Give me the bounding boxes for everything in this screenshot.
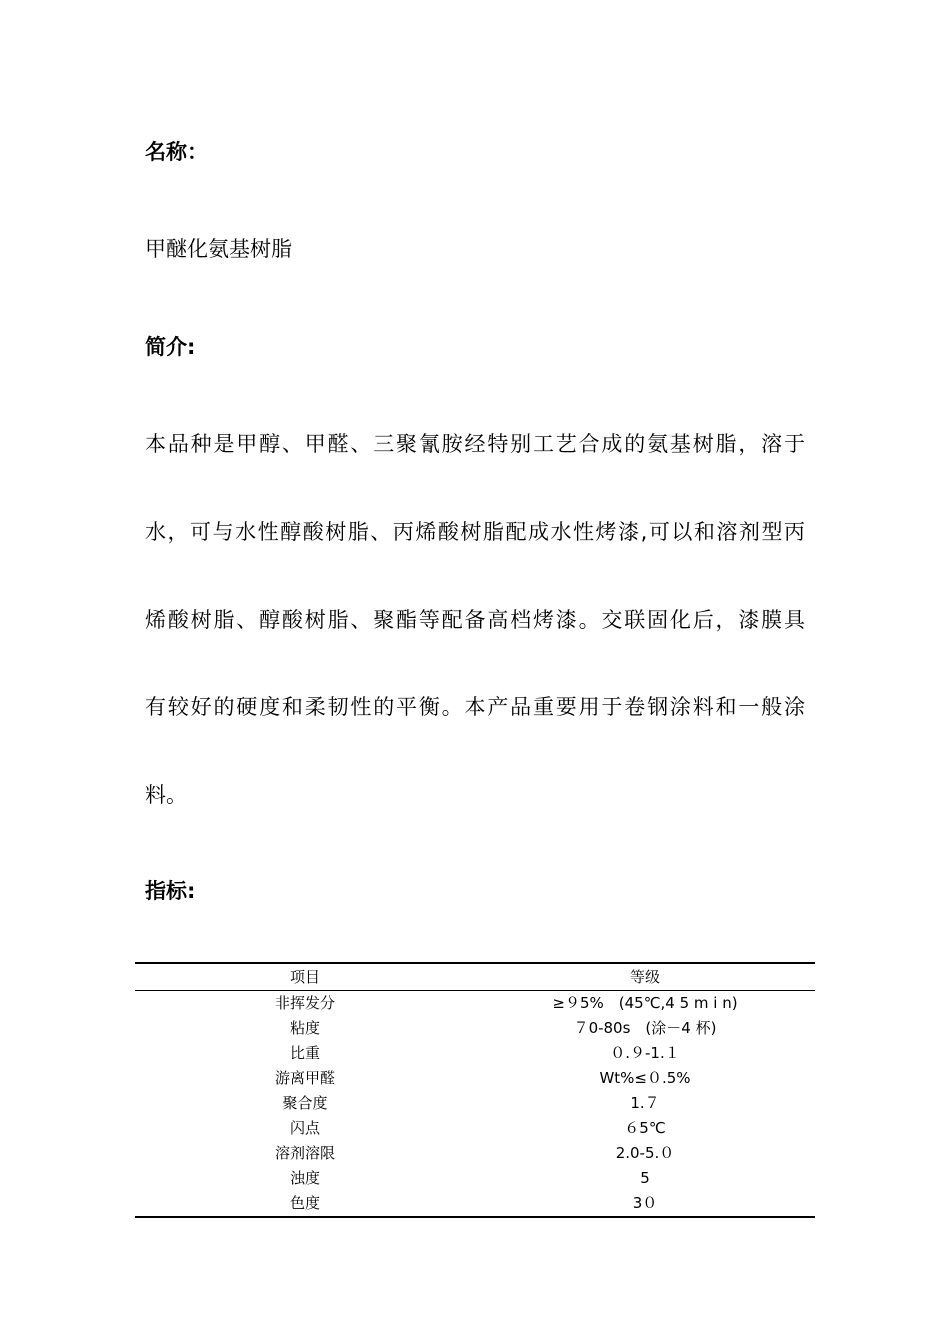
intro-line-4: 有较好的硬度和柔韧性的平衡。本产品重要用于卷钢涂料和一般涂 <box>145 695 805 719</box>
intro-line-5: 料。 <box>145 783 187 807</box>
intro-line-3: 烯酸树脂、醇酸树脂、聚酯等配备高档烤漆。交联固化后，漆膜具 <box>145 608 805 632</box>
row-grade: 2.0-5.０ <box>615 1144 675 1162</box>
row-grade: Wt%≤０.5% <box>599 1069 691 1087</box>
intro-line-1: 本品种是甲醇、甲醛、三聚氰胺经特别工艺合成的氨基树脂，溶于 <box>145 432 805 456</box>
row-grade: ６5℃ <box>624 1119 666 1137</box>
row-item: 色度 <box>289 1194 320 1212</box>
spec-table <box>135 962 815 1218</box>
intro-heading: 简介: <box>145 335 196 359</box>
row-item: 游离甲醛 <box>274 1069 335 1087</box>
table-row <box>135 1091 815 1116</box>
name-heading: 名称： <box>145 140 208 164</box>
row-item: 浊度 <box>289 1169 320 1187</box>
table-row <box>135 991 815 1017</box>
table-row <box>135 1066 815 1091</box>
row-item: 粘度 <box>289 1019 320 1037</box>
table-row <box>135 1041 815 1066</box>
table-row <box>135 1166 815 1191</box>
row-item: 比重 <box>289 1044 320 1062</box>
row-grade: ７0-80s (涂－4 杯) <box>573 1019 717 1037</box>
table-row <box>135 1141 815 1166</box>
row-grade: ０.９-1.１ <box>610 1044 680 1062</box>
row-grade: 1.７ <box>630 1094 660 1112</box>
row-item: 非挥发分 <box>274 994 335 1012</box>
row-item: 聚合度 <box>282 1094 328 1112</box>
row-grade: 5 <box>640 1169 650 1187</box>
spec-heading: 指标: <box>145 879 196 903</box>
row-item: 溶剂溶限 <box>274 1144 335 1162</box>
header-item: 项目 <box>289 967 320 986</box>
table-row <box>135 1016 815 1041</box>
table-header-row <box>135 963 815 991</box>
table-row <box>135 1191 815 1217</box>
header-grade: 等级 <box>629 967 660 986</box>
row-grade: ≥９5% (45℃,4 5 m i n) <box>552 994 738 1012</box>
row-grade: 3０ <box>632 1194 658 1212</box>
intro-line-2: 水，可与水性醇酸树脂、丙烯酸树脂配成水性烤漆,可以和溶剂型丙 <box>145 520 805 544</box>
table-row <box>135 1116 815 1141</box>
product-name: 甲醚化氨基树脂 <box>145 237 292 261</box>
row-item: 闪点 <box>289 1119 320 1137</box>
